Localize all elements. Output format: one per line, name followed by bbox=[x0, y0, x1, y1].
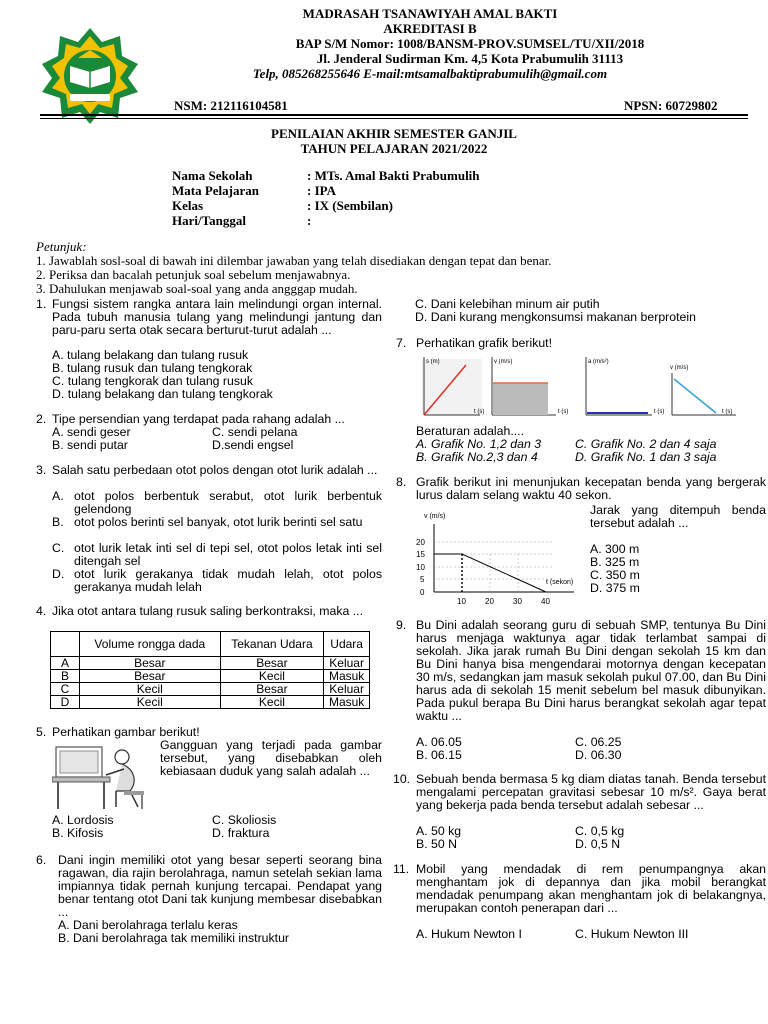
table-row bbox=[51, 657, 370, 670]
school-contact: Telp, 085268255646 E-mail:mtsamalbaktiprabumulih@gmail.com bbox=[252, 66, 608, 81]
muscle-table bbox=[50, 631, 370, 709]
answer-option: C. sendi pelana bbox=[212, 425, 298, 439]
identity-label: Mata Pelajaran bbox=[172, 183, 260, 198]
question-number: 7. bbox=[396, 336, 407, 350]
table-cell: Masuk bbox=[324, 670, 370, 683]
answer-option: C. 350 m bbox=[590, 568, 640, 582]
answer-option: B. Grafik No.2,3 dan 4 bbox=[416, 450, 538, 464]
table-header bbox=[51, 632, 80, 657]
identity-value: : bbox=[307, 213, 312, 228]
question-text: Sebuah benda bermasa 5 kg diam diatas tanah. Benda tersebut mengalami percepatan gravitasi sebesar 10 m/s². Gaya berat yang bekerja pada benda tersebut adalah sebesar ... bbox=[416, 772, 766, 812]
question-number: 9. bbox=[396, 618, 407, 632]
instruction-item: 2. Periksa dan bacalah petunjuk soal sebelum menjawabnya. bbox=[36, 267, 351, 282]
answer-option: D. 06.30 bbox=[575, 748, 622, 762]
table-cell: Masuk bbox=[324, 696, 370, 709]
table-header: Udara bbox=[324, 632, 370, 657]
answer-option: B. Dani berolahraga tak memiliki instruktur bbox=[58, 931, 289, 945]
school-address: Jl. Jenderal Sudirman Km. 4,5 Kota Prabumulih 31113 bbox=[316, 51, 624, 66]
answer-option: D. fraktura bbox=[212, 826, 270, 840]
motion-graphs bbox=[416, 353, 766, 429]
answer-option: B. tulang rusuk dan tulang tengkorak bbox=[52, 361, 253, 375]
answer-option: C. 0,5 kg bbox=[575, 824, 625, 838]
table-header: Volume rongga dada bbox=[80, 632, 221, 657]
table-header: Tekanan Udara bbox=[220, 632, 324, 657]
answer-option: otot lurik gerakanya tidak mudah lelah, otot polos gerakanya mudah lelah bbox=[74, 567, 382, 594]
answer-option: C. Dani kelebihan minum air putih bbox=[415, 297, 600, 311]
header-rule-thin bbox=[40, 118, 748, 119]
question-text: Bu Dini adalah seorang guru di sebuah SMP, tentunya Bu Dini harus menjaga waktunya agar tidak terlambat sampai di sekolah. Jika jarak rumah Bu Dini dengan sekolah 15 km dan Bu Dini hanya bisa mengendarai motornya dengan kecepatan 30 m/s, sedangkan jam masuk sekolah pukul 07.00, dan Bu Dini harus ada di sekolah 15 menit sebelum bel masuk dibunyikan. Pada pukul berapa Bu Dini harus berangkat sekolah agar tepat waktu ... bbox=[416, 618, 766, 723]
chart-ytick: 15 bbox=[416, 550, 425, 559]
question-side-text: Jarak yang ditempuh benda tersebut adalah ... bbox=[590, 503, 766, 530]
answer-option: C. 06.25 bbox=[575, 735, 622, 749]
instruction-item: 3. Dahulukan menjawab soal-soal yang anda angggap mudah. bbox=[36, 281, 358, 296]
chart-ytick: 10 bbox=[416, 563, 425, 572]
graph-axis-label: t (s) bbox=[474, 409, 485, 415]
question-text: Perhatikan gambar berikut! bbox=[52, 725, 200, 739]
chart-xlabel: t (sekon) bbox=[546, 579, 574, 586]
answer-option: C. tulang tengkorak dan tulang rusuk bbox=[52, 374, 253, 388]
option-letter: B. bbox=[52, 515, 64, 529]
answer-option: A. Hukum Newton I bbox=[416, 927, 522, 941]
identity-label: Hari/Tanggal bbox=[172, 213, 246, 228]
table-cell: Kecil bbox=[220, 670, 324, 683]
graph-axis-label: a (m/s²) bbox=[588, 359, 609, 365]
answer-option: otot lurik letak inti sel di tepi sel, otot polos letak inti sel ditengah sel bbox=[74, 541, 382, 568]
chart-xtick: 20 bbox=[485, 597, 494, 606]
answer-option: A. 300 m bbox=[590, 542, 640, 556]
instructions-heading: Petunjuk: bbox=[36, 239, 87, 254]
answer-option: A. Grafik No. 1,2 dan 3 bbox=[416, 437, 542, 451]
instruction-item: 1. Jawablah sosl-soal di bawah ini dilembar jawaban yang telah disediakan dengan tepat dan benar. bbox=[36, 253, 552, 268]
answer-option: A. Lordosis bbox=[52, 813, 114, 827]
table-cell: Kecil bbox=[220, 696, 324, 709]
question-number: 10. bbox=[393, 772, 411, 786]
table-row bbox=[51, 683, 370, 696]
graph-axis-label: s (m) bbox=[426, 359, 440, 365]
graph-axis-label: t (s) bbox=[722, 409, 733, 415]
answer-option: A. 50 kg bbox=[416, 824, 462, 838]
answer-option: otot polos berbentuk serabut, otot lurik berbentuk gelendong bbox=[74, 489, 382, 516]
answer-option: D. Dani kurang mengkonsumsi makanan berprotein bbox=[415, 310, 696, 324]
chart-ytick: 20 bbox=[416, 538, 425, 547]
table-cell: Kecil bbox=[80, 683, 221, 696]
answer-option: B. sendi putar bbox=[52, 438, 128, 452]
answer-option: B. 50 N bbox=[416, 837, 458, 851]
chart-xtick: 30 bbox=[513, 597, 522, 606]
question-number: 3. bbox=[36, 463, 47, 477]
graph-axis-label: v (m/s) bbox=[670, 365, 689, 371]
table-row bbox=[51, 670, 370, 683]
answer-option: C. Skoliosis bbox=[212, 813, 277, 827]
accreditation: AKREDITASI B bbox=[383, 21, 477, 36]
question-text: Dani ingin memiliki otot yang besar seperti seorang bina ragawan, dia rajin berolahraga, namun setelah sekian lama impiannya tidak pernah kunjung tercapai. Pendapat yang benar tentang otot Dani tak kunjung membesar disebabkan ... bbox=[58, 853, 382, 919]
option-letter: A. bbox=[52, 489, 64, 503]
question-text: Salah satu perbedaan otot polos dengan otot lurik adalah ... bbox=[52, 463, 378, 477]
graph-axis-label: t (s) bbox=[558, 409, 569, 415]
answer-option: D. 0,5 N bbox=[575, 837, 621, 851]
question-text: Perhatikan grafik berikut! bbox=[416, 336, 553, 350]
posture-illustration bbox=[52, 739, 156, 811]
question-number: 6. bbox=[36, 853, 47, 867]
table-cell: C bbox=[51, 683, 80, 696]
identity-value: : IX (Sembilan) bbox=[307, 198, 393, 213]
answer-option: otot polos berinti sel banyak, otot lurik berinti sel satu bbox=[74, 515, 363, 529]
graph-axis-label: v (m/s) bbox=[494, 359, 513, 365]
table-header-row bbox=[51, 632, 370, 657]
table-row bbox=[51, 696, 370, 709]
question-caption: Beraturan adalah.... bbox=[416, 424, 525, 438]
answer-option: C. Hukum Newton III bbox=[575, 927, 689, 941]
answer-option: C. Grafik No. 2 dan 4 saja bbox=[575, 437, 717, 451]
school-logo bbox=[40, 26, 140, 126]
header-rule bbox=[40, 114, 748, 116]
bap-number: BAP S/M Nomor: 1008/BANSM-PROV.SUMSEL/TU/XII/2018 bbox=[295, 36, 645, 51]
chart-ytick: 5 bbox=[420, 575, 425, 584]
answer-option: B. 06.15 bbox=[416, 748, 462, 762]
answer-option: A. Dani berolahraga terlalu keras bbox=[58, 918, 238, 932]
table-cell: B bbox=[51, 670, 80, 683]
exam-title: PENILAIAN AKHIR SEMESTER GANJIL bbox=[271, 126, 517, 141]
question-text: Mobil yang mendadak di rem penumpangnya akan menghantam jok di depannya dan jika mobil berangkat mendadak penumpang akan menghantam jok di belakangnya, merupakan contoh penerapan dari ... bbox=[416, 862, 766, 915]
answer-option: D. Grafik No. 1 dan 3 saja bbox=[575, 450, 717, 464]
table-cell: Besar bbox=[80, 657, 221, 670]
question-description: Gangguan yang terjadi pada gambar tersebut, yang disebabkan oleh kebiasaan duduk yang salah adalah ... bbox=[160, 738, 382, 778]
answer-option: D. 375 m bbox=[590, 581, 640, 595]
identity-value: : IPA bbox=[307, 183, 337, 198]
table-cell: Besar bbox=[80, 670, 221, 683]
answer-option: D.sendi engsel bbox=[212, 438, 294, 452]
question-number: 5. bbox=[36, 725, 47, 739]
table-cell: Keluar bbox=[324, 683, 370, 696]
graph-axis-label: t (s) bbox=[654, 409, 665, 415]
answer-option: A. sendi geser bbox=[52, 425, 131, 439]
npsn: NPSN: 60729802 bbox=[624, 98, 718, 113]
answer-option: A. tulang belakang dan tulang rusuk bbox=[52, 348, 249, 362]
answer-option: D. tulang belakang dan tulang tengkorak bbox=[52, 387, 273, 401]
question-text: Grafik berikut ini menunjukan kecepatan benda yang bergerak lurus dalam selang waktu 40 sekon. bbox=[416, 475, 766, 502]
option-letter: D. bbox=[52, 567, 65, 581]
answer-option: B. Kifosis bbox=[52, 826, 104, 840]
question-text: Fungsi sistem rangka antara lain melindungi organ internal. Pada tubuh manusia tulang yang melindungi jantung dan paru-paru serta otak secara berturut-turut adalah ... bbox=[52, 297, 382, 337]
table-cell: Kecil bbox=[80, 696, 221, 709]
table-cell: Besar bbox=[220, 683, 324, 696]
question-text: Tipe persendian yang terdapat pada rahang adalah ... bbox=[52, 412, 345, 426]
question-number: 4. bbox=[36, 604, 47, 618]
table-cell: D bbox=[51, 696, 80, 709]
nsm: NSM: 212116104581 bbox=[174, 98, 288, 113]
question-number: 2. bbox=[36, 412, 47, 426]
chart-xtick: 40 bbox=[541, 597, 550, 606]
table-cell: A bbox=[51, 657, 80, 670]
school-name: MADRASAH TSANAWIYAH AMAL BAKTI bbox=[302, 6, 558, 21]
answer-option: B. 325 m bbox=[590, 555, 640, 569]
identity-value: : MTs. Amal Bakti Prabumulih bbox=[307, 168, 480, 183]
identity-label: Kelas bbox=[172, 198, 204, 213]
answer-option: A. 06.05 bbox=[416, 735, 462, 749]
question-number: 1. bbox=[36, 297, 47, 311]
option-letter: C. bbox=[52, 541, 65, 555]
exam-year: TAHUN PELAJARAN 2021/2022 bbox=[300, 141, 488, 156]
identity-label: Nama Sekolah bbox=[172, 168, 253, 183]
chart-ylabel: v (m/s) bbox=[424, 513, 446, 520]
question-text: Jika otot antara tulang rusuk saling berkontraksi, maka ... bbox=[52, 604, 363, 618]
chart-ytick: 0 bbox=[420, 588, 425, 597]
table-cell: Keluar bbox=[324, 657, 370, 670]
chart-xtick: 10 bbox=[457, 597, 466, 606]
velocity-chart bbox=[414, 504, 590, 610]
table-cell: Besar bbox=[220, 657, 324, 670]
question-number: 8. bbox=[396, 475, 407, 489]
question-number: 11. bbox=[393, 862, 410, 876]
